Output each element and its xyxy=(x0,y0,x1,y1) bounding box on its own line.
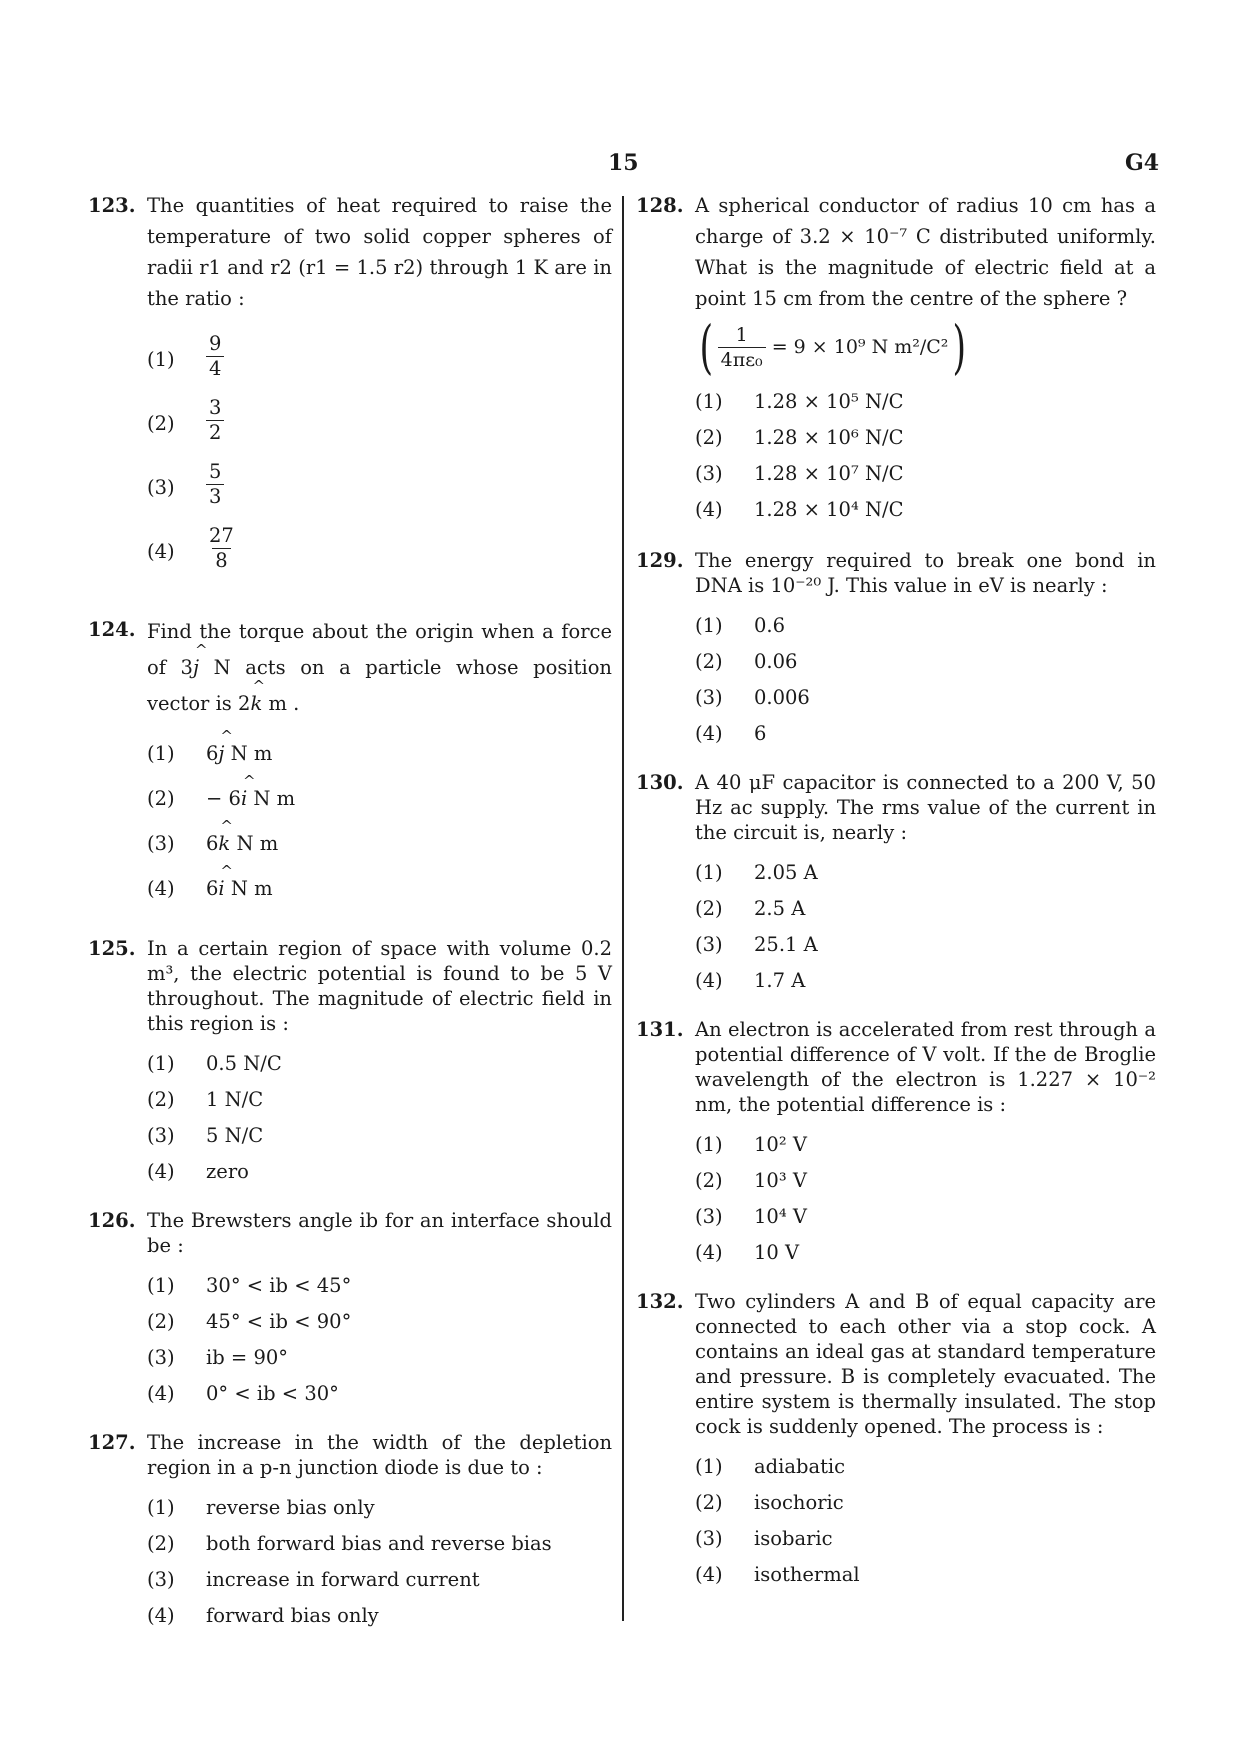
option-label: (4) xyxy=(147,877,175,900)
option-label: (4) xyxy=(695,1563,723,1586)
option-4[interactable] xyxy=(147,520,612,584)
force-coefficient: 3 xyxy=(180,656,193,679)
option-4[interactable] xyxy=(695,1557,1156,1593)
option-label: (4) xyxy=(695,498,723,521)
hat-symbol: ^ xyxy=(194,641,208,659)
question-text-part: Find the torque about the origin when a force of xyxy=(147,620,612,679)
question-124 xyxy=(88,614,612,916)
option-2[interactable] xyxy=(695,891,1156,927)
question-number: 127. xyxy=(88,1431,136,1454)
option-3[interactable] xyxy=(695,927,1156,963)
options xyxy=(147,1046,612,1190)
hat-symbol: ^ xyxy=(242,772,256,790)
option-text: increase in forward current xyxy=(206,1568,480,1591)
question-text: The increase in the width of the depletion region in a p-n junction diode is due to : xyxy=(147,1431,612,1479)
option-coefficient: 6 xyxy=(206,877,219,900)
constant-fraction xyxy=(718,319,766,376)
option-label: (2) xyxy=(147,1088,175,1111)
option-3[interactable] xyxy=(695,456,1156,492)
option-text: forward bias only xyxy=(206,1604,379,1627)
fraction xyxy=(206,328,224,385)
option-text: reverse bias only xyxy=(206,1496,375,1519)
option-text: isochoric xyxy=(754,1491,844,1514)
question-number: 128. xyxy=(636,194,684,217)
option-3[interactable] xyxy=(695,1521,1156,1557)
position-coefficient: 2 xyxy=(238,692,251,715)
option-label: (1) xyxy=(695,1133,723,1156)
left-paren: ( xyxy=(699,313,714,381)
unit-vector xyxy=(218,727,233,772)
option-text: 0.6 xyxy=(754,614,786,637)
option-4[interactable] xyxy=(695,492,1156,528)
option-1[interactable] xyxy=(147,1268,612,1304)
unit-vector-k xyxy=(250,677,266,722)
question-number: 132. xyxy=(636,1290,684,1313)
option-text: 1 N/C xyxy=(206,1088,264,1111)
option-4[interactable] xyxy=(147,1598,612,1634)
option-label: (2) xyxy=(147,1532,175,1555)
option-coefficient: − 6 xyxy=(206,787,241,810)
option-4[interactable] xyxy=(147,1154,612,1190)
numerator: 27 xyxy=(209,524,234,547)
question-text xyxy=(147,614,612,722)
option-label: (1) xyxy=(147,1274,175,1297)
vector-letter: k xyxy=(218,832,231,855)
option-text: ib = 90° xyxy=(206,1346,289,1369)
option-unit: N m xyxy=(253,787,296,810)
option-3[interactable] xyxy=(147,1118,612,1154)
question-126 xyxy=(88,1208,612,1412)
option-1[interactable] xyxy=(147,727,612,781)
question-123 xyxy=(88,190,612,584)
option-unit: N m xyxy=(230,877,273,900)
option-label: (2) xyxy=(147,787,175,810)
question-text-part: N acts on a particle whose position vector is xyxy=(147,656,612,715)
option-text: 0.006 xyxy=(754,686,810,709)
option-label: (3) xyxy=(147,1346,175,1369)
denominator: 4 xyxy=(206,356,224,381)
option-3[interactable] xyxy=(695,1199,1156,1235)
option-text: 10³ V xyxy=(754,1169,807,1192)
option-text: 1.7 A xyxy=(754,969,806,992)
option-text: both forward bias and reverse bias xyxy=(206,1532,552,1555)
option-3[interactable] xyxy=(147,817,612,871)
option-label: (1) xyxy=(695,1455,723,1478)
booklet-code: G4 xyxy=(1125,150,1160,176)
option-label: (1) xyxy=(695,390,723,413)
option-text: 5 N/C xyxy=(206,1124,264,1147)
question-128 xyxy=(636,190,1156,528)
option-label: (3) xyxy=(147,1568,175,1591)
question-130 xyxy=(636,770,1156,999)
hat-symbol: ^ xyxy=(220,862,233,880)
option-2[interactable] xyxy=(147,772,612,826)
option-4[interactable] xyxy=(695,1235,1156,1271)
vector-letter: i xyxy=(218,877,225,900)
question-125 xyxy=(88,936,612,1190)
option-text: 0.06 xyxy=(754,650,798,673)
option-label: (1) xyxy=(147,348,175,371)
option-1[interactable] xyxy=(147,1490,612,1526)
options xyxy=(695,384,1156,528)
option-text: 45° < ib < 90° xyxy=(206,1310,352,1333)
option-label: (4) xyxy=(695,722,723,745)
question-text: A spherical conductor of radius 10 cm has a charge of 3.2 × 10⁻⁷ C distributed uniformly. What is the magnitude of electric field at a point 15 cm from the centre of the sphere ? xyxy=(695,194,1156,310)
option-unit: N m xyxy=(230,742,273,765)
denominator: 4πε₀ xyxy=(718,347,766,372)
option-2[interactable] xyxy=(695,1485,1156,1521)
option-label: (2) xyxy=(695,1491,723,1514)
question-text: An electron is accelerated from rest through a potential difference of V volt. If the de Broglie wavelength of the electron is 1.227 × 10⁻² nm, the potential difference is : xyxy=(695,1018,1156,1116)
option-label: (3) xyxy=(147,1124,175,1147)
fraction xyxy=(206,520,237,577)
option-4[interactable] xyxy=(695,716,1156,752)
hat-symbol: ^ xyxy=(252,677,266,695)
denominator: 3 xyxy=(206,484,224,509)
options xyxy=(147,328,612,584)
numerator: 9 xyxy=(209,332,222,355)
options xyxy=(695,855,1156,999)
option-text: 1.28 × 10⁶ N/C xyxy=(754,426,904,449)
option-4[interactable] xyxy=(147,1376,612,1412)
question-number: 123. xyxy=(88,194,136,217)
hat-symbol: ^ xyxy=(220,817,233,835)
option-text: 1.28 × 10⁵ N/C xyxy=(754,390,904,413)
option-label: (4) xyxy=(147,1160,175,1183)
column-divider xyxy=(622,196,624,1621)
options xyxy=(147,727,612,916)
option-text: 10⁴ V xyxy=(754,1205,807,1228)
option-3[interactable] xyxy=(695,680,1156,716)
vector-letter: k xyxy=(250,692,263,715)
left-column xyxy=(88,190,612,1634)
option-2[interactable] xyxy=(695,420,1156,456)
option-1[interactable] xyxy=(695,384,1156,420)
question-number: 124. xyxy=(88,618,136,641)
options xyxy=(695,1127,1156,1271)
question-number: 129. xyxy=(636,549,684,572)
option-label: (4) xyxy=(147,1382,175,1405)
option-label: (3) xyxy=(147,832,175,855)
option-1[interactable] xyxy=(695,1449,1156,1485)
option-label: (1) xyxy=(147,742,175,765)
fraction xyxy=(206,392,224,449)
numerator: 3 xyxy=(209,396,222,419)
option-label: (1) xyxy=(695,614,723,637)
denominator: 8 xyxy=(212,548,230,573)
option-text: 25.1 A xyxy=(754,933,818,956)
option-text: zero xyxy=(206,1160,249,1183)
constant-note xyxy=(695,313,971,381)
vector-letter: j xyxy=(192,656,200,679)
position-unit: m . xyxy=(268,692,300,715)
option-text: 10 V xyxy=(754,1241,800,1264)
denominator: 2 xyxy=(206,420,224,445)
question-129 xyxy=(636,548,1156,752)
option-3[interactable] xyxy=(147,1562,612,1598)
option-text: 1.28 × 10⁴ N/C xyxy=(754,498,904,521)
question-number: 125. xyxy=(88,937,136,960)
question-131 xyxy=(636,1017,1156,1271)
question-132 xyxy=(636,1289,1156,1593)
options xyxy=(695,608,1156,752)
option-1[interactable] xyxy=(695,1127,1156,1163)
option-2[interactable] xyxy=(147,392,612,456)
option-2[interactable] xyxy=(147,1526,612,1562)
question-127 xyxy=(88,1430,612,1634)
option-text: 30° < ib < 45° xyxy=(206,1274,352,1297)
option-label: (3) xyxy=(695,686,723,709)
option-label: (4) xyxy=(695,1241,723,1264)
option-label: (2) xyxy=(695,650,723,673)
option-label: (2) xyxy=(147,1310,175,1333)
option-label: (3) xyxy=(695,1527,723,1550)
page-number: 15 xyxy=(608,150,639,176)
option-1[interactable] xyxy=(695,608,1156,644)
option-4[interactable] xyxy=(147,862,612,916)
constant-value: = 9 × 10⁹ N m²/C² xyxy=(771,335,949,358)
option-label: (4) xyxy=(695,969,723,992)
option-text: isobaric xyxy=(754,1527,833,1550)
question-text: Two cylinders A and B of equal capacity are connected to each other via a stop cock. A contains an ideal gas at standard temperature and pressure. B is completely evacuated. The entire system is thermally insulated. The stop cock is suddenly opened. The process is : xyxy=(695,1290,1156,1438)
numerator: 5 xyxy=(209,460,222,483)
option-text: isothermal xyxy=(754,1563,860,1586)
vector-letter: i xyxy=(240,787,248,810)
option-label: (2) xyxy=(147,412,175,435)
unit-vector-j xyxy=(192,641,208,686)
option-label: (2) xyxy=(695,426,723,449)
unit-vector xyxy=(218,862,233,907)
option-3[interactable] xyxy=(147,1340,612,1376)
option-3[interactable] xyxy=(147,456,612,520)
option-2[interactable] xyxy=(695,644,1156,680)
option-label: (1) xyxy=(147,1496,175,1519)
option-1[interactable] xyxy=(147,1046,612,1082)
option-1[interactable] xyxy=(695,855,1156,891)
vector-letter: j xyxy=(218,742,225,765)
numerator: 1 xyxy=(735,323,748,346)
option-4[interactable] xyxy=(695,963,1156,999)
question-number: 126. xyxy=(88,1209,136,1232)
option-text: adiabatic xyxy=(754,1455,846,1478)
option-label: (4) xyxy=(147,1604,175,1627)
options xyxy=(695,1449,1156,1593)
question-number: 131. xyxy=(636,1018,684,1041)
option-text: 2.5 A xyxy=(754,897,806,920)
option-coefficient: 6 xyxy=(206,832,219,855)
option-2[interactable] xyxy=(147,1304,612,1340)
option-1[interactable] xyxy=(147,328,612,392)
option-label: (3) xyxy=(695,1205,723,1228)
option-text: 10² V xyxy=(754,1133,807,1156)
question-text: The energy required to break one bond in DNA is 10⁻²⁰ J. This value in eV is nearly : xyxy=(695,549,1156,597)
option-text: 0° < ib < 30° xyxy=(206,1382,339,1405)
option-label: (2) xyxy=(695,897,723,920)
options xyxy=(147,1490,612,1634)
option-text: 6 xyxy=(754,722,767,745)
option-2[interactable] xyxy=(695,1163,1156,1199)
question-text: The quantities of heat required to raise the temperature of two solid copper spheres of radii r1 and r2 (r1 = 1.5 r2) through 1 K are in the ratio : xyxy=(147,194,612,310)
option-label: (3) xyxy=(147,476,175,499)
option-label: (1) xyxy=(695,861,723,884)
question-number: 130. xyxy=(636,771,684,794)
option-text: 1.28 × 10⁷ N/C xyxy=(754,462,904,485)
option-label: (1) xyxy=(147,1052,175,1075)
options xyxy=(147,1268,612,1412)
question-text: In a certain region of space with volume 0.2 m³, the electric potential is found to be 5 V throughout. The magnitude of electric field in this region is : xyxy=(147,937,612,1035)
option-label: (3) xyxy=(695,462,723,485)
option-unit: N m xyxy=(236,832,279,855)
fraction xyxy=(206,456,224,513)
option-text: 2.05 A xyxy=(754,861,818,884)
hat-symbol: ^ xyxy=(220,727,233,745)
right-paren: ) xyxy=(952,313,967,381)
right-column xyxy=(636,190,1156,1593)
question-text: A 40 μF capacitor is connected to a 200 V, 50 Hz ac supply. The rms value of the current in the circuit is, nearly : xyxy=(695,771,1156,844)
option-coefficient: 6 xyxy=(206,742,219,765)
question-text: The Brewsters angle ib for an interface should be : xyxy=(147,1209,612,1257)
option-2[interactable] xyxy=(147,1082,612,1118)
option-label: (3) xyxy=(695,933,723,956)
option-label: (4) xyxy=(147,540,175,563)
unit-vector xyxy=(240,772,256,817)
option-text: 0.5 N/C xyxy=(206,1052,282,1075)
option-label: (2) xyxy=(695,1169,723,1192)
